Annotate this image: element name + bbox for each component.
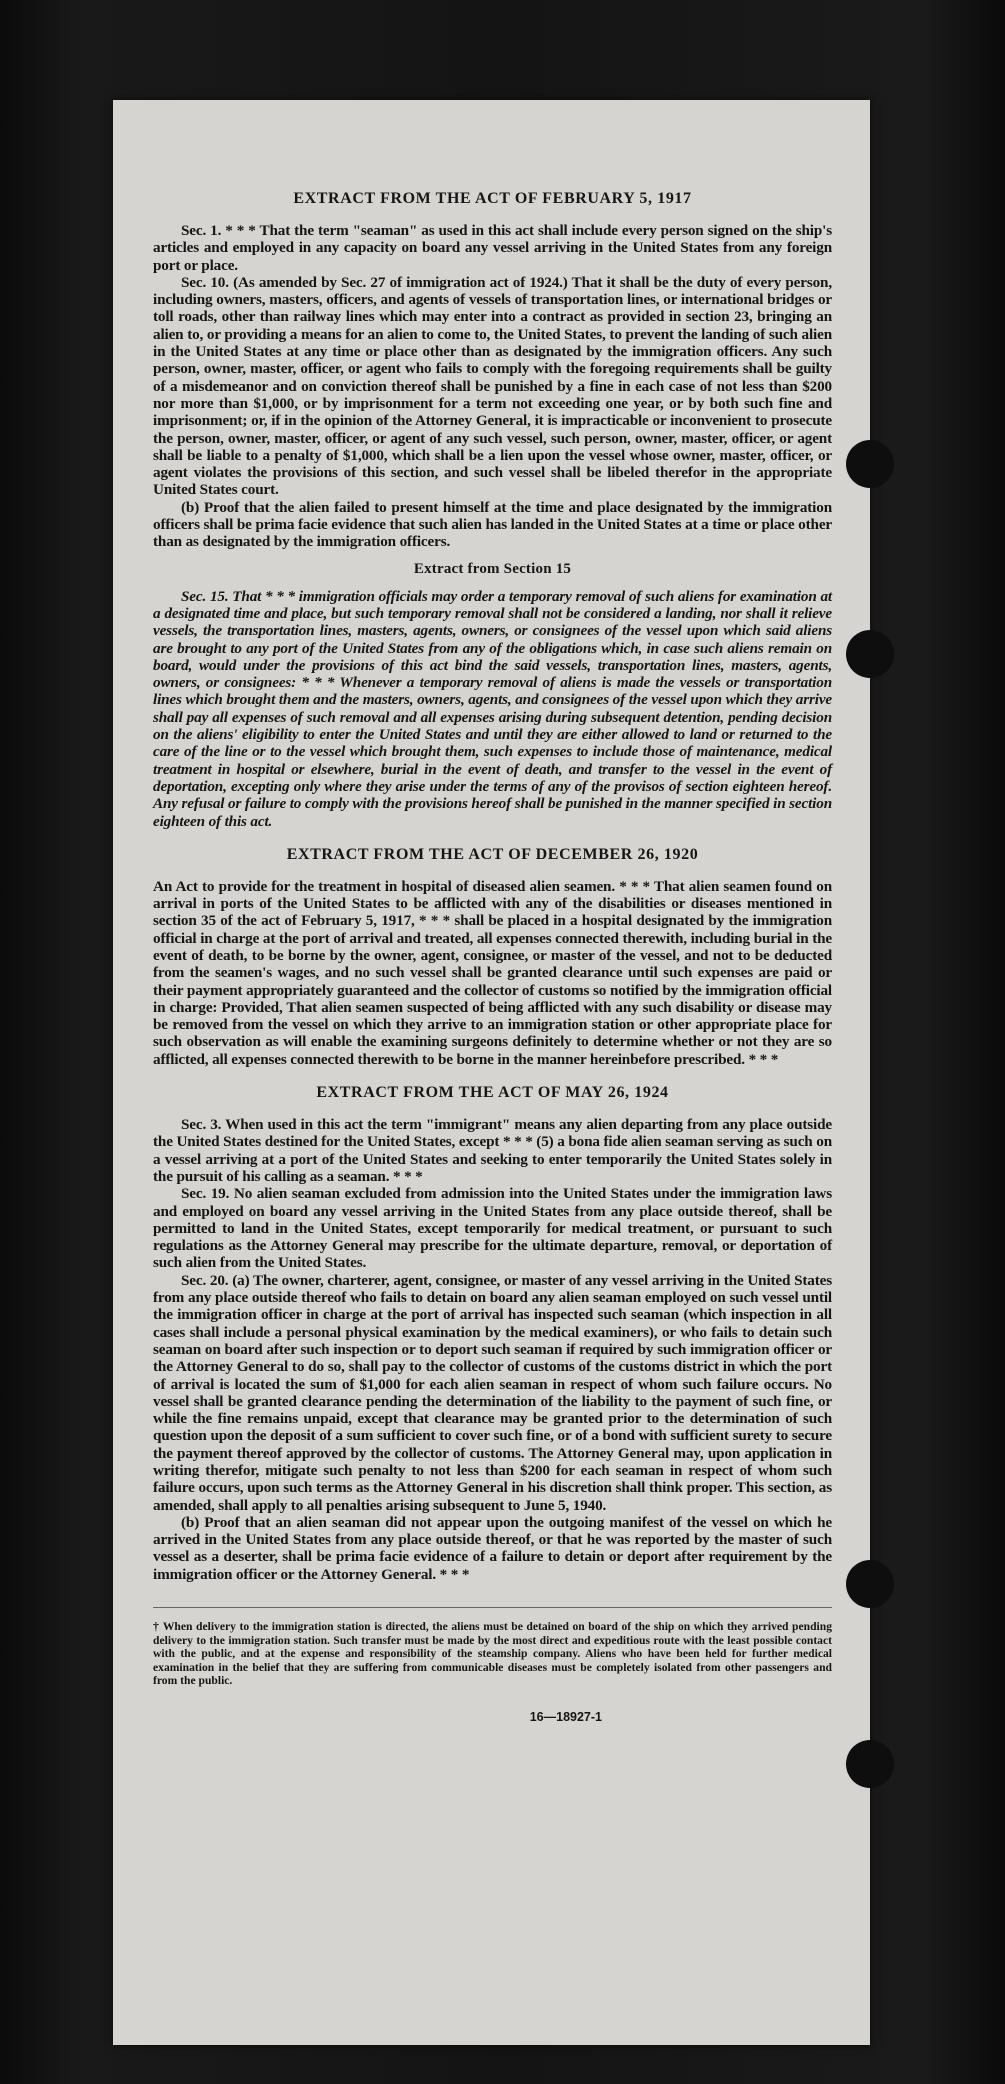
paragraph-sec-20-b: (b) Proof that an alien seaman did not appear upon the outgoing manifest of the vessel on which he arrived in the United States from any place outside thereof, or that he was reported by the master of such vessel as a deserter, shall be prima facie evidence of a failure to detain or deport after requirement by the immigration officer or the Attorney General. * * * <box>153 1513 832 1583</box>
paragraph-sec-3: Sec. 3. When used in this act the term "immigrant" means any alien departing from any place outside the United States destined for the United States, except * * * (5) a bona fide alien seaman serving as such on a vessel arriving at a port of the United States and seeking to enter temporarily the United States solely in the pursuit of his calling as a seaman. * * * <box>153 1116 832 1185</box>
punch-hole-2 <box>846 630 894 678</box>
heading-act-1924: EXTRACT FROM THE ACT OF MAY 26, 1924 <box>316 1084 669 1102</box>
heading-act-1917: EXTRACT FROM THE ACT OF FEBRUARY 5, 1917 <box>293 190 692 207</box>
paragraph-sec-19: Sec. 19. No alien seaman excluded from admission into the United States under the immigration laws and employed on board any vessel arriving in the United States from any place outside thereof, shall be permitted to land in the United States, except temporarily for medical treatment, or pursuant to such regulations as the Attorney General may prescribe for the ultimate departure, removal, or deportation of such alien from the United States. <box>153 1185 832 1272</box>
form-number: 16—18927-1 <box>529 1710 602 1725</box>
document-page <box>113 100 870 2045</box>
heading-act-1920: EXTRACT FROM THE ACT OF DECEMBER 26, 1920 <box>286 845 699 863</box>
paragraph-sec-1: Sec. 1. * * * That the term "seaman" as used in this act shall include every person signed on the ship's articles and employed in any capacity on board any vessel arriving in the United States from any foreign port or place. <box>153 222 832 274</box>
paragraph-sec-15: Sec. 15. That * * * immigration officials may order a temporary removal of such aliens for examination at a designated time and place, but such temporary removal shall not be considered a landing, nor shall it relieve vessels, the transportation lines, masters, agents, owners, or consignees of the vessel upon which said aliens are brought to any port of the United States from any of the obligations which, in case such aliens remain on board, would under the provisions of this act bind the said vessels, transportation lines, masters, agents, owners, or consignees: * * * Whenever a temporary removal of aliens is made the vessels or transportation lines which brought them and the masters, owners, agents, and consignees of the vessel upon which they arrive shall pay all expenses of such removal and all expenses arising during subsequent detention, pending decision on the aliens' eligibility to enter the United States and until they are either allowed to land or returned to the care of the line or to the vessel which brought them, such expenses to include those of maintenance, medical treatment in hospital or elsewhere, burial in the event of death, and transfer to the vessel in the event of deportation, excepting only where they arise under the terms of any of the provisos of section eighteen hereof. Any refusal or failure to comply with the provisions hereof shall be punished in the manner specified in section eighteen of this act. <box>153 587 832 830</box>
punch-hole-3 <box>846 1560 894 1608</box>
heading-section-15: Extract from Section 15 <box>413 560 572 577</box>
footnote: † When delivery to the immigration station is directed, the aliens must be detained on board of the ship on which they arrived pending delivery to the immigration station. Such transfer must be made by the most direct and expeditious route with the least possible contact with the public, and at the expense and responsibility of the steamship company. Aliens who have been held for further medical examination in the belief that they are suffering from communicable diseases must be completely isolated from other passengers and from the public. <box>153 1607 832 1688</box>
paragraph-act-1920: An Act to provide for the treatment in hospital of diseased alien seamen. * * * That alien seamen found on arrival in ports of the United States to be afflicted with any of the disabilities or diseases mentioned in section 35 of the act of February 5, 1917, * * * shall be placed in a hospital designated by the immigration official in charge at the port of arrival and treated, all expenses connected therewith, including burial in the event of death, to be borne by the owner, agent, consignee, or master of the vessel, and not to be deducted from the seamen's wages, and no such vessel shall be granted clearance until such expenses are paid or their payment appropriately guaranteed and the collector of customs so notified by the immigration official in charge: Provided, That alien seamen suspected of being afflicted with any such disability or disease may be removed from the vessel on which they arrive to an immigration station or other appropriate place for such observation as will enable the examining surgeons definitely to determine whether or not they are so afflicted, all expenses connected therewith to be borne in the manner hereinbefore prescribed. * * * <box>153 877 832 1068</box>
punch-hole-1 <box>846 440 894 488</box>
paragraph-sec-10-b: (b) Proof that the alien failed to present himself at the time and place designated by the immigration officers shall be prima facie evidence that such alien has landed in the United States at a time or place other than as designated by the immigration officers. <box>153 498 832 551</box>
paragraph-sec-20-a: Sec. 20. (a) The owner, charterer, agent, consignee, or master of any vessel arriving in the United States from any place outside thereof who fails to detain on board any alien seaman employed on such vessel until the immigration officer in charge at the port of arrival has inspected such seaman (which inspection in all cases shall include a personal physical examination by the medical examiners), or who fails to detain such seaman on board after such inspection or to deport such seaman if required by such immigration officer or the Attorney General to do so, shall pay to the collector of customs of the customs district in which the port of arrival is located the sum of $1,000 for each alien seaman in respect of whom such failure occurs. No vessel shall be granted clearance pending the determination of the liability to the payment of such fine, or while the fine remains unpaid, except that clearance may be granted prior to the determination of such question upon the deposit of a sum sufficient to cover such fine, or of a bond with sufficient surety to secure the payment thereof approved by the collector of customs. The Attorney General may, upon application in writing therefor, mitigate such penalty to not less than $200 for each seaman in respect of whom such failure occurs, upon such terms as the Attorney General in his discretion shall think proper. This section, as amended, shall apply to all penalties arising subsequent to June 5, 1940. <box>153 1271 832 1514</box>
punch-hole-4 <box>846 1740 894 1788</box>
paragraph-sec-10: Sec. 10. (As amended by Sec. 27 of immigration act of 1924.) That it shall be the duty of every person, including owners, masters, officers, and agents of vessels of transportation lines, or international bridges or toll roads, other than railway lines which may enter into a contract as provided in section 23, bringing an alien to, or providing a means for an alien to come to, the United States, to prevent the landing of such alien in the United States at any time or place other than as designated by the immigration officers. Any such person, owner, master, officer, or agent who fails to comply with the foregoing requirements shall be guilty of a misdemeanor and on conviction thereof shall be punished by a fine in each case of not less than $200 nor more than $1,000, or by imprisonment for a term not exceeding one year, or by both such fine and imprisonment; or, if in the opinion of the Attorney General, it is impracticable or inconvenient to prosecute the person, owner, master, officer, or agent of any such vessel, such person, owner, master, officer, or agent shall be liable to a penalty of $1,000, which shall be a lien upon the vessel whose owner, master, officer, or agent violates the provisions of this section, and such vessel shall be libeled therefor in the appropriate United States court. <box>153 273 832 499</box>
